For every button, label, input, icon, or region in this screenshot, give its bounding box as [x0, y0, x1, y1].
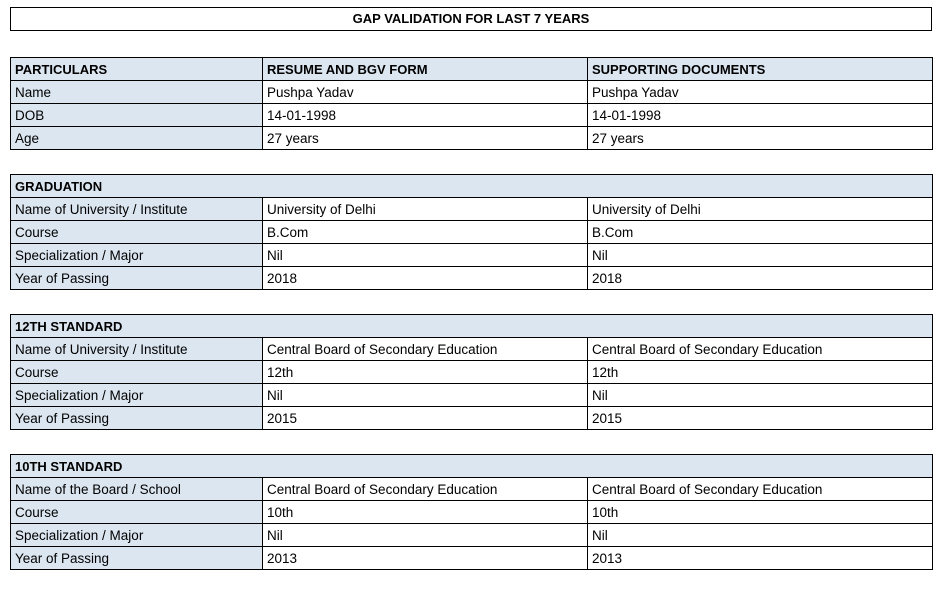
table-row [11, 198, 933, 221]
row-label: Year of Passing [11, 407, 263, 430]
resume-value: 2015 [263, 407, 588, 430]
resume-value: 10th [263, 501, 588, 524]
resume-value: Pushpa Yadav [263, 81, 588, 104]
section-header-row [11, 455, 933, 478]
row-label: Name of the Board / School [11, 478, 263, 501]
resume-value: University of Delhi [263, 198, 588, 221]
row-label: Name of University / Institute [11, 338, 263, 361]
table-row [11, 267, 933, 290]
tenth-standard-table [10, 454, 933, 570]
twelfth-standard-table [10, 314, 933, 430]
row-label: Name of University / Institute [11, 198, 263, 221]
row-label: DOB [11, 104, 263, 127]
supporting-value: 12th [588, 361, 933, 384]
supporting-value: University of Delhi [588, 198, 933, 221]
particulars-header-row [11, 58, 933, 81]
row-label: Year of Passing [11, 547, 263, 570]
resume-value: 14-01-1998 [263, 104, 588, 127]
resume-value: Central Board of Secondary Education [263, 338, 588, 361]
resume-value: 2018 [263, 267, 588, 290]
row-label: Name [11, 81, 263, 104]
table-row [11, 338, 933, 361]
supporting-value: Pushpa Yadav [588, 81, 933, 104]
resume-value: Central Board of Secondary Education [263, 478, 588, 501]
row-label: Course [11, 361, 263, 384]
row-label: Specialization / Major [11, 524, 263, 547]
row-label: Year of Passing [11, 267, 263, 290]
supporting-value: B.Com [588, 221, 933, 244]
supporting-value: Nil [588, 524, 933, 547]
supporting-value: Nil [588, 384, 933, 407]
column-header-particulars: PARTICULARS [11, 58, 263, 81]
section-header-12th: 12TH STANDARD [11, 315, 933, 338]
section-header-graduation: GRADUATION [11, 175, 933, 198]
table-row [11, 547, 933, 570]
table-row [11, 478, 933, 501]
graduation-table [10, 174, 933, 290]
table-row [11, 501, 933, 524]
supporting-value: 27 years [588, 127, 933, 150]
supporting-value: 2013 [588, 547, 933, 570]
resume-value: 2013 [263, 547, 588, 570]
resume-value: 12th [263, 361, 588, 384]
table-row [11, 127, 933, 150]
column-header-supporting-docs: SUPPORTING DOCUMENTS [588, 58, 933, 81]
table-row [11, 384, 933, 407]
particulars-table [10, 57, 933, 150]
row-label: Course [11, 221, 263, 244]
table-row [11, 361, 933, 384]
section-header-row [11, 175, 933, 198]
resume-value: B.Com [263, 221, 588, 244]
supporting-value: Central Board of Secondary Education [588, 478, 933, 501]
table-row [11, 104, 933, 127]
table-row [11, 81, 933, 104]
section-header-row [11, 315, 933, 338]
row-label: Course [11, 501, 263, 524]
supporting-value: 14-01-1998 [588, 104, 933, 127]
row-label: Age [11, 127, 263, 150]
supporting-value: 2018 [588, 267, 933, 290]
section-header-10th: 10TH STANDARD [11, 455, 933, 478]
supporting-value: Nil [588, 244, 933, 267]
row-label: Specialization / Major [11, 384, 263, 407]
column-header-resume-bgv: RESUME AND BGV FORM [263, 58, 588, 81]
resume-value: 27 years [263, 127, 588, 150]
table-row [11, 244, 933, 267]
table-row [11, 407, 933, 430]
supporting-value: 2015 [588, 407, 933, 430]
table-row [11, 221, 933, 244]
table-row [11, 524, 933, 547]
resume-value: Nil [263, 384, 588, 407]
row-label: Specialization / Major [11, 244, 263, 267]
supporting-value: Central Board of Secondary Education [588, 338, 933, 361]
page-title: GAP VALIDATION FOR LAST 7 YEARS [10, 7, 932, 31]
supporting-value: 10th [588, 501, 933, 524]
resume-value: Nil [263, 244, 588, 267]
resume-value: Nil [263, 524, 588, 547]
